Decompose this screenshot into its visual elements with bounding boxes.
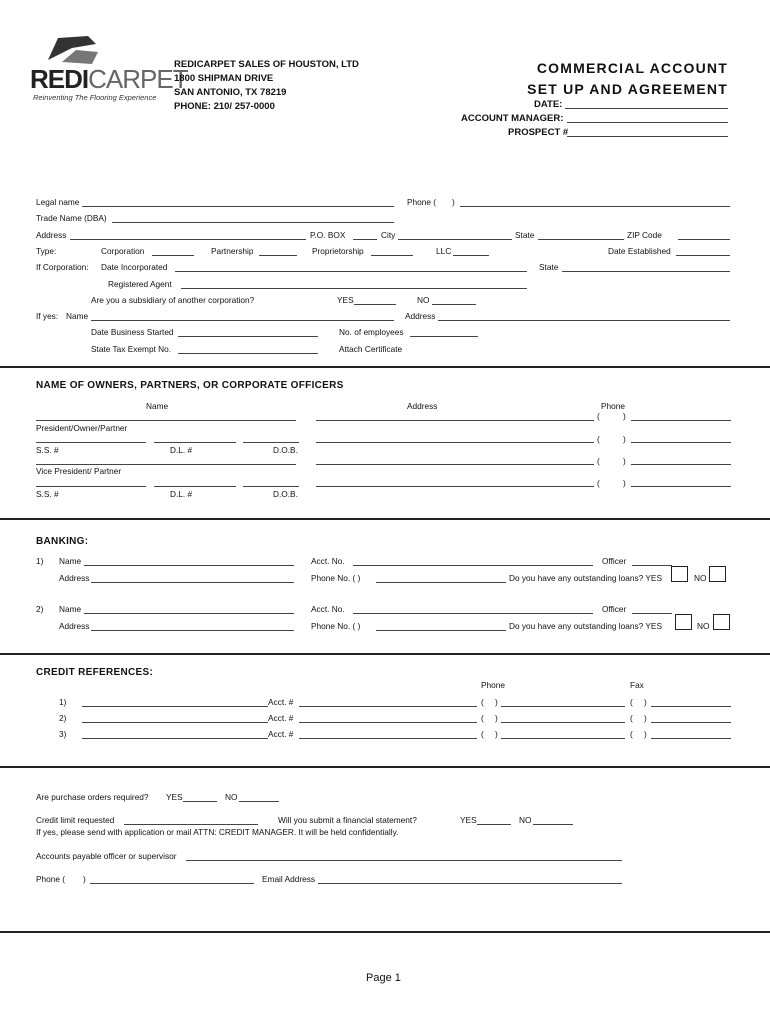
parent-address-field[interactable] [438,320,730,321]
address-field[interactable] [70,239,306,240]
bank-1-phone-label: Phone No. ( ) [311,573,361,583]
owner-phone-field-1[interactable] [631,420,731,421]
credit-ref-3-acct-label: Acct. # [268,729,294,739]
phone-close: ) [452,197,455,207]
credit-ref-2-acct-label: Acct. # [268,713,294,723]
company-logo [30,34,188,104]
bank-2-address-label: Address [59,621,90,631]
owner-phone-open-1: ( [597,411,600,421]
corp-state-field[interactable] [562,271,730,272]
state-field[interactable] [538,239,624,240]
vp-ss-field[interactable] [36,486,146,487]
date-incorporated-label: Date Incorporated [101,262,168,272]
ap-phone-close: ) [83,874,86,884]
owner-phone-field-2[interactable] [631,442,731,443]
president-label: President/Owner/Partner [36,423,128,433]
credit-ref-2-number: 2) [59,713,67,723]
bank-1-name-label: Name [59,556,82,566]
bank-2-officer-label: Officer [602,604,627,614]
credit-ref-3-phone-open: ( [481,729,484,739]
credit-ref-3-acct-field[interactable] [299,738,477,739]
if-corporation-label: If Corporation: [36,262,89,272]
ap-officer-field[interactable] [186,860,622,861]
president-name-field[interactable] [36,420,296,421]
credit-limit-field[interactable] [124,824,258,825]
form-title-1: COMMERCIAL ACCOUNT [536,60,728,76]
account-manager-label: ACCOUNT MANAGER: [461,113,564,124]
credit-col-fax: Fax [630,680,644,690]
president-dob-label: D.O.B. [273,445,298,455]
fin-no-field[interactable] [533,824,573,825]
owner-phone-close-3: ) [623,456,626,466]
subsidiary-yes-label: YES [337,295,354,305]
ap-phone-label: Phone ( [36,874,66,884]
po-no-field[interactable] [239,801,279,802]
subsidiary-question: Are you a subsidiary of another corporation? [91,295,255,305]
company-phone: PHONE: 210/ 257-0000 [174,101,275,112]
owners-heading: NAME OF OWNERS, PARTNERS, OR CORPORATE OFFICERS [36,380,344,391]
bank-2-loans-yes-checkbox[interactable] [675,614,692,630]
credit-ref-1-phone-open: ( [481,697,484,707]
company-info [174,58,359,114]
bank-2-phone-label: Phone No. ( ) [311,621,361,631]
employees-label: No. of employees [339,327,404,337]
owners-col-address: Address [407,401,438,411]
credit-ref-1-phone-field[interactable] [501,706,625,707]
state-label: State [515,230,535,240]
credit-ref-3-phone-field[interactable] [501,738,625,739]
email-label: Email Address [262,874,316,884]
bank-1-loans-no-label: NO [694,573,707,583]
credit-ref-2-phone-open: ( [481,713,484,723]
bank-2-address-field[interactable] [91,630,294,631]
prospect-label: PROSPECT # [508,127,569,138]
section-divider [0,366,770,368]
fin-no-label: NO [519,815,532,825]
bank-1-name-field[interactable] [84,565,294,566]
employees-field[interactable] [410,336,478,337]
owners-col-name: Name [146,401,169,411]
legal-name-field[interactable] [82,206,394,207]
credit-ref-3-name-field[interactable] [82,738,268,739]
date-field[interactable] [565,108,728,109]
bank-1-loans-question: Do you have any outstanding loans? YES [509,573,662,583]
type-partnership-field[interactable] [259,255,297,256]
bank-1-address-field[interactable] [91,582,294,583]
section-divider [0,931,770,933]
credit-ref-2-acct-field[interactable] [299,722,477,723]
phone-field[interactable] [460,206,730,207]
owner-phone-close-4: ) [623,478,626,488]
po-required-question: Are purchase orders required? [36,792,149,802]
owner-phone-close-2: ) [623,434,626,444]
company-address-2: SAN ANTONIO, TX 78219 [174,87,287,98]
subsidiary-no-field[interactable] [432,304,476,305]
corp-state-label: State [539,262,559,272]
send-note: If yes, please send with application or mail ATTN: CREDIT MANAGER. It will be held confidentially. [36,827,399,837]
credit-ref-2-name-field[interactable] [82,722,268,723]
vp-dl-field[interactable] [154,486,236,487]
owners-col-phone: Phone [601,401,625,411]
president-ss-field[interactable] [36,442,146,443]
type-corporation-label: Corporation [101,246,145,256]
parent-address-label: Address [405,311,436,321]
bank-1-number: 1) [36,556,44,566]
credit-ref-1-number: 1) [59,697,67,707]
credit-ref-1-fax-field[interactable] [651,706,731,707]
credit-ref-1-fax-close: ) [644,697,647,707]
if-yes-label: If yes: [36,311,59,321]
logo-tagline: Reinventing The Flooring Experience [33,93,157,102]
po-box-field[interactable] [353,239,377,240]
prospect-field[interactable] [567,136,728,137]
banking-heading: BANKING: [36,536,89,547]
bank-2-name-field[interactable] [84,613,294,614]
po-no-label: NO [225,792,238,802]
owner-address-field-2[interactable] [316,442,594,443]
date-established-field[interactable] [676,255,730,256]
city-label: City [381,230,396,240]
attach-certificate-label: Attach Certificate [339,344,403,354]
bank-2-loans-question: Do you have any outstanding loans? YES [509,621,662,631]
president-ss-label: S.S. # [36,445,59,455]
section-divider [0,766,770,768]
credit-ref-1-fax-open: ( [630,697,633,707]
credit-ref-2-fax-close: ) [644,713,647,723]
po-yes-label: YES [166,792,183,802]
president-dob-field[interactable] [243,442,299,443]
owner-phone-field-3[interactable] [631,464,731,465]
account-manager-field[interactable] [567,122,728,123]
credit-heading: CREDIT REFERENCES: [36,667,154,678]
company-address-1: 1800 SHIPMAN DRIVE [174,73,274,84]
section-divider [0,653,770,655]
trade-name-label: Trade Name (DBA) [36,213,107,223]
po-box-label: P.O. BOX [310,230,346,240]
type-partnership-label: Partnership [211,246,254,256]
owner-phone-open-4: ( [597,478,600,488]
date-established-label: Date Established [608,246,671,256]
vp-label: Vice President/ Partner [36,466,122,476]
vp-dob-label: D.O.B. [273,489,298,499]
parent-name-field[interactable] [91,320,394,321]
owner-phone-open-3: ( [597,456,600,466]
vp-dob-field[interactable] [243,486,299,487]
owner-phone-close-1: ) [623,411,626,421]
date-started-label: Date Business Started [91,327,174,337]
financial-statement-question: Will you submit a financial statement? [278,815,417,825]
bank-1-officer-field[interactable] [632,565,672,566]
bank-2-officer-field[interactable] [632,613,672,614]
bank-1-loans-yes-checkbox[interactable] [671,566,688,582]
vp-ss-label: S.S. # [36,489,59,499]
ap-officer-label: Accounts payable officer or supervisor [36,851,177,861]
type-proprietorship-label: Proprietorship [312,246,364,256]
type-proprietorship-field[interactable] [371,255,413,256]
owner-address-field-4[interactable] [316,486,594,487]
address-label: Address [36,230,67,240]
fin-yes-label: YES [460,815,477,825]
date-started-field[interactable] [178,336,318,337]
section-divider [0,518,770,520]
credit-ref-3-fax-close: ) [644,729,647,739]
president-dl-field[interactable] [154,442,236,443]
type-llc-label: LLC [436,246,452,256]
credit-ref-2-fax-field[interactable] [651,722,731,723]
owner-phone-open-2: ( [597,434,600,444]
credit-col-phone: Phone [481,680,505,690]
bank-2-loans-no-checkbox[interactable] [713,614,730,630]
credit-ref-1-phone-close: ) [495,697,498,707]
tax-exempt-label: State Tax Exempt No. [91,344,172,354]
bank-1-phone-field[interactable] [376,582,506,583]
tax-exempt-field[interactable] [178,353,318,354]
logo-carpet: CARPET [88,64,188,94]
bank-1-acct-label: Acct. No. [311,556,345,566]
credit-ref-1-acct-field[interactable] [299,706,477,707]
page-number: Page 1 [366,972,401,984]
vp-name-field[interactable] [36,464,296,465]
email-field[interactable] [318,883,622,884]
credit-ref-3-number: 3) [59,729,67,739]
fin-yes-field[interactable] [477,824,511,825]
legal-name-label: Legal name [36,197,80,207]
bank-2-acct-label: Acct. No. [311,604,345,614]
owner-address-field-3[interactable] [316,464,594,465]
credit-ref-2-fax-open: ( [630,713,633,723]
bank-2-name-label: Name [59,604,82,614]
registered-agent-label: Registered Agent [108,279,172,289]
bank-1-acct-field[interactable] [353,565,593,566]
credit-ref-1-acct-label: Acct. # [268,697,294,707]
credit-ref-3-fax-open: ( [630,729,633,739]
date-incorporated-field[interactable] [175,271,527,272]
bank-2-phone-field[interactable] [376,630,506,631]
bank-1-officer-label: Officer [602,556,627,566]
ap-phone-field[interactable] [90,883,254,884]
zip-label: ZIP Code [627,230,662,240]
vp-dl-label: D.L. # [170,489,193,499]
credit-ref-1-name-field[interactable] [82,706,268,707]
parent-name-label: Name [66,311,89,321]
bank-2-loans-no-label: NO [697,621,710,631]
credit-ref-2-phone-close: ) [495,713,498,723]
credit-ref-2-phone-field[interactable] [501,722,625,723]
phone-label: Phone ( [407,197,437,207]
form-title-2: SET UP AND AGREEMENT [527,81,728,97]
bank-1-address-label: Address [59,573,90,583]
date-label: DATE: [534,99,563,110]
credit-ref-3-fax-field[interactable] [651,738,731,739]
bank-1-loans-no-checkbox[interactable] [709,566,726,582]
bank-2-acct-field[interactable] [353,613,593,614]
type-llc-field[interactable] [453,255,489,256]
type-label: Type: [36,246,57,256]
city-field[interactable] [398,239,512,240]
logo-swoosh-icon [42,34,102,68]
trade-name-field[interactable] [112,222,394,223]
president-dl-label: D.L. # [170,445,193,455]
logo-redi: REDI [30,64,89,94]
subsidiary-yes-field[interactable] [354,304,396,305]
type-corporation-field[interactable] [152,255,194,256]
company-name: REDICARPET SALES OF HOUSTON, LTD [174,59,359,70]
subsidiary-no-label: NO [417,295,430,305]
zip-field[interactable] [678,239,730,240]
president-address-field[interactable] [316,420,594,421]
po-yes-field[interactable] [183,801,217,802]
owner-phone-field-4[interactable] [631,486,731,487]
credit-limit-label: Credit limit requested [36,815,115,825]
bank-2-number: 2) [36,604,44,614]
registered-agent-field[interactable] [181,288,527,289]
credit-ref-3-phone-close: ) [495,729,498,739]
